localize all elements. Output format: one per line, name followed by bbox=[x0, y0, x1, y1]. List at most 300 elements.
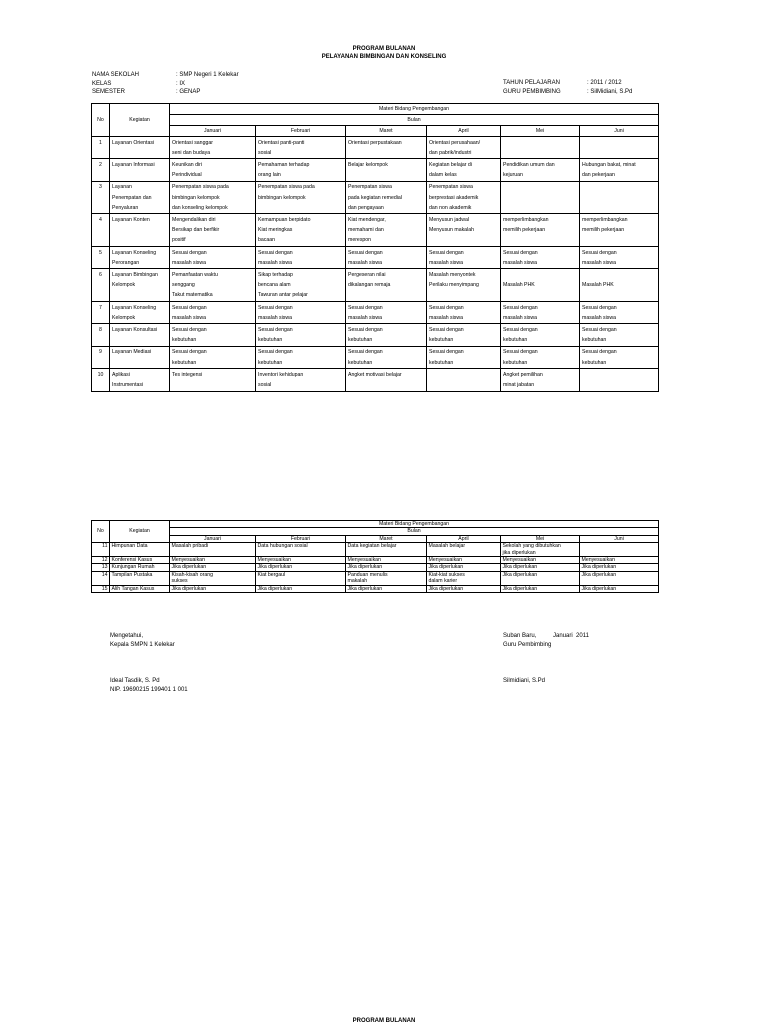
approval-block bbox=[110, 632, 188, 694]
header-month: Januari bbox=[170, 535, 256, 542]
approval-label: Mengetahui, bbox=[110, 633, 144, 639]
month-cell bbox=[346, 302, 427, 324]
cell-line: kebutuhan bbox=[258, 337, 283, 344]
month-cell bbox=[580, 214, 659, 247]
cell-line: dan pekerjaan bbox=[582, 172, 615, 179]
month-cell bbox=[501, 181, 580, 214]
cell-line: bacaan bbox=[258, 237, 276, 244]
month-cell bbox=[501, 214, 580, 247]
cell-line: berprestasi akademik bbox=[429, 194, 479, 201]
cell-line: Sesuai dengan bbox=[503, 249, 538, 256]
cell-line: Kiat bergaul bbox=[257, 571, 286, 578]
row-activity bbox=[110, 181, 170, 214]
semester-label: SEMESTER bbox=[92, 89, 126, 95]
month-cell bbox=[346, 543, 427, 557]
counselor-title: Guru Pembimbing bbox=[503, 641, 552, 648]
cell-line: memperlimbangkan bbox=[503, 216, 549, 223]
month-cell bbox=[256, 369, 346, 391]
document-title: PROGRAM BULANAN bbox=[352, 46, 416, 52]
month-cell bbox=[580, 585, 659, 592]
table-row bbox=[92, 557, 659, 564]
month-cell bbox=[346, 137, 427, 159]
header-month: Mei bbox=[501, 126, 580, 137]
month-cell bbox=[256, 346, 346, 368]
header-month: Februari bbox=[256, 126, 346, 137]
month-cell bbox=[256, 137, 346, 159]
month-cell bbox=[256, 302, 346, 324]
month-cell bbox=[580, 543, 659, 557]
year-value: : 2011 / 2012 bbox=[587, 80, 622, 86]
cell-line: positif bbox=[172, 237, 186, 244]
month-cell bbox=[170, 557, 256, 564]
cell-line: kebutuhan bbox=[582, 359, 607, 366]
cell-line: masalah siswa bbox=[348, 259, 383, 266]
table-row bbox=[92, 302, 659, 324]
cell-line: Keunikan diri bbox=[172, 161, 202, 168]
activity-line: Kunjungan Rumah bbox=[111, 564, 155, 571]
month-cell bbox=[170, 214, 256, 247]
cell-line: Kemampuan berpidato bbox=[258, 216, 311, 223]
cell-line: Jika diperlukan bbox=[171, 585, 207, 592]
cell-line: Jika diperlukan bbox=[428, 564, 464, 571]
cell-line: dalam karier bbox=[428, 578, 458, 585]
cell-line: Mengendalikan diri bbox=[172, 216, 216, 223]
month-cell bbox=[170, 346, 256, 368]
month-cell bbox=[501, 564, 580, 571]
month-cell bbox=[427, 543, 501, 557]
cell-line: Sesuai dengan bbox=[503, 304, 538, 311]
month-cell bbox=[427, 247, 501, 269]
activity-line: Himpunan Data bbox=[111, 543, 148, 550]
row-activity bbox=[110, 159, 170, 181]
cell-line: kebutuhan bbox=[429, 359, 454, 366]
month-cell bbox=[346, 346, 427, 368]
cell-line: Masalah PHK bbox=[503, 282, 535, 289]
counselor-name: Silmidiani, S.Pd bbox=[503, 678, 546, 684]
cell-line: dan pengayaan bbox=[348, 204, 384, 211]
principal-name: Ideal Tasdik, S. Pd bbox=[110, 678, 160, 684]
header-month: April bbox=[427, 126, 501, 137]
cell-line: Menyesuaikan bbox=[171, 557, 205, 564]
row-activity bbox=[110, 137, 170, 159]
cell-line: Data hubungan sosial bbox=[257, 543, 308, 550]
month-cell bbox=[170, 571, 256, 585]
month-cell bbox=[346, 557, 427, 564]
activity-line: Layanan bbox=[112, 184, 132, 191]
cell-line: memilih pekerjaan bbox=[582, 227, 625, 234]
row-number: 2 bbox=[92, 159, 110, 181]
cell-line: Jika diperlukan bbox=[257, 585, 293, 592]
month-cell bbox=[170, 137, 256, 159]
cell-line: kebutuhan bbox=[172, 359, 197, 366]
month-cell bbox=[427, 564, 501, 571]
cell-line: kebutuhan bbox=[503, 337, 528, 344]
month-cell bbox=[501, 159, 580, 181]
month-cell bbox=[427, 346, 501, 368]
month-cell bbox=[427, 269, 501, 302]
month-cell bbox=[256, 159, 346, 181]
cell-line: dalam kelas bbox=[429, 172, 457, 179]
cell-line: Jika diperlukan bbox=[502, 564, 538, 571]
month-cell bbox=[256, 214, 346, 247]
activity-line: Layanan Konseling bbox=[112, 249, 157, 256]
cell-line: Orientasi perpustakaan bbox=[348, 139, 402, 146]
month-cell bbox=[501, 137, 580, 159]
cell-line: Masalah belajar bbox=[428, 543, 466, 550]
cell-line: pada kegiatan remedial bbox=[348, 194, 402, 201]
row-activity bbox=[110, 247, 170, 269]
document-subtitle: PELAYANAN BIMBINGAN DAN KONSELING bbox=[321, 54, 447, 60]
cell-line: Sesuai dengan bbox=[348, 326, 383, 333]
table-row bbox=[92, 269, 659, 302]
cell-line: sosial bbox=[258, 149, 272, 156]
cell-line: memilih pekerjaan bbox=[503, 227, 546, 234]
cell-line: Sesuai dengan bbox=[258, 249, 293, 256]
cell-line: Orientasi perusahaan/ bbox=[429, 139, 481, 146]
cell-line: Sesuai dengan bbox=[258, 349, 293, 356]
cell-line: Sesuai dengan bbox=[348, 304, 383, 311]
row-number: 9 bbox=[92, 346, 110, 368]
cell-line: Sesuai dengan bbox=[258, 326, 293, 333]
month-cell bbox=[256, 564, 346, 571]
cell-line: Angket pemilihan bbox=[503, 371, 543, 378]
cell-line: dan konseling kelompok bbox=[172, 204, 228, 211]
cell-line: masalah siswa bbox=[503, 314, 538, 321]
month-cell bbox=[580, 346, 659, 368]
school-label: NAMA SEKOLAH bbox=[92, 72, 140, 78]
activity-line: Tampilan Pustaka bbox=[111, 571, 153, 578]
cell-line: Pemahaman terhadap bbox=[258, 161, 310, 168]
row-activity bbox=[110, 324, 170, 346]
cell-line: Sesuai dengan bbox=[172, 326, 207, 333]
cell-line: Sesuai dengan bbox=[429, 304, 464, 311]
month-cell bbox=[346, 159, 427, 181]
cell-line: Tes integensi bbox=[172, 371, 203, 378]
month-cell bbox=[170, 247, 256, 269]
cell-line: Masalah menyontek bbox=[429, 271, 476, 278]
month-cell bbox=[501, 571, 580, 585]
cell-line: Menyesuaikan bbox=[347, 557, 381, 564]
cell-line: Kiat meringkas bbox=[258, 227, 293, 234]
table-row bbox=[92, 571, 659, 585]
row-number: 15 bbox=[92, 585, 110, 592]
cell-line: kebutuhan bbox=[582, 337, 607, 344]
table2-header-row bbox=[92, 521, 659, 528]
support-activities-table bbox=[91, 520, 659, 593]
cell-line: Sesuai dengan bbox=[429, 349, 464, 356]
activity-line: Kelompok bbox=[112, 282, 136, 289]
cell-line: dikalangan remaja bbox=[348, 282, 391, 289]
activity-line: Kelompok bbox=[112, 314, 136, 321]
year-info bbox=[503, 79, 632, 96]
header-month: Maret bbox=[346, 126, 427, 137]
header-month: Juni bbox=[580, 126, 659, 137]
month-cell bbox=[501, 269, 580, 302]
year-label: TAHUN PELAJARAN bbox=[503, 80, 560, 86]
month-cell bbox=[170, 543, 256, 557]
cell-line: masalah siswa bbox=[503, 259, 538, 266]
cell-line: Sesuai dengan bbox=[582, 304, 617, 311]
month-cell bbox=[427, 302, 501, 324]
cell-line: Menyusun jadwal bbox=[429, 216, 470, 223]
month-cell bbox=[580, 181, 659, 214]
cell-line: Sesuai dengan bbox=[172, 249, 207, 256]
table1-header-row bbox=[92, 104, 659, 115]
activity-line: Aplikasi bbox=[112, 371, 130, 378]
month-cell bbox=[427, 214, 501, 247]
row-activity bbox=[110, 564, 170, 571]
cell-line: Sesuai dengan bbox=[348, 249, 383, 256]
cell-line: Takut matematika bbox=[172, 292, 213, 299]
row-activity bbox=[110, 557, 170, 564]
cell-line: bimbingan kelompok bbox=[258, 194, 306, 201]
row-number: 10 bbox=[92, 369, 110, 391]
cell-line: Sesuai dengan bbox=[503, 326, 538, 333]
cell-line: memperlimbangkan bbox=[582, 216, 628, 223]
cell-line: Panduan menulis bbox=[347, 571, 388, 578]
cell-line: Hubungan bakat, minat bbox=[582, 161, 636, 168]
activity-line: Instrumentasi bbox=[112, 381, 144, 388]
activity-line: Layanan Konsultasi bbox=[112, 326, 158, 333]
place-date: Suban Baru, Januari 2011 bbox=[503, 633, 589, 639]
cell-line: Sesuai dengan bbox=[258, 304, 293, 311]
cell-line: Masalah pribadi bbox=[171, 543, 209, 550]
cell-line: Pendidikan umum dan bbox=[503, 161, 555, 168]
cell-line: Sesuai dengan bbox=[582, 326, 617, 333]
cell-line: Penempatan siswa pada bbox=[172, 184, 229, 191]
month-cell bbox=[346, 369, 427, 391]
table-row bbox=[92, 214, 659, 247]
header-kegiatan: Kegiatan bbox=[110, 104, 170, 137]
month-cell bbox=[170, 302, 256, 324]
cell-line: kebutuhan bbox=[429, 337, 454, 344]
cell-line: Jika diperlukan bbox=[502, 585, 538, 592]
row-number: 6 bbox=[92, 269, 110, 302]
table-row bbox=[92, 585, 659, 592]
row-activity bbox=[110, 369, 170, 391]
month-cell bbox=[170, 181, 256, 214]
cell-line: kebutuhan bbox=[258, 359, 283, 366]
cell-line: masalah siswa bbox=[348, 314, 383, 321]
month-cell bbox=[346, 564, 427, 571]
cell-line: Sesuai dengan bbox=[582, 349, 617, 356]
table2-bulan-row bbox=[92, 528, 659, 535]
row-activity bbox=[110, 571, 170, 585]
header-month: Maret bbox=[346, 535, 427, 542]
cell-line: kebutuhan bbox=[348, 359, 373, 366]
table-row bbox=[92, 369, 659, 391]
month-cell bbox=[170, 564, 256, 571]
activity-line: Layanan Konten bbox=[112, 216, 150, 223]
month-cell bbox=[501, 324, 580, 346]
table-row bbox=[92, 137, 659, 159]
month-cell bbox=[170, 269, 256, 302]
row-number: 11 bbox=[92, 543, 110, 557]
cell-line: kejuruan bbox=[503, 172, 523, 179]
activity-line: Layanan Konseling bbox=[112, 304, 157, 311]
month-cell bbox=[256, 585, 346, 592]
cell-line: Bersikap dan berfikir bbox=[172, 227, 220, 234]
principal-nip: NIP. 19690215 199401 1 001 bbox=[110, 686, 188, 693]
row-activity bbox=[110, 346, 170, 368]
semester-value: : GENAP bbox=[176, 89, 201, 95]
month-cell bbox=[427, 369, 501, 391]
monthly-program-table bbox=[91, 103, 659, 392]
cell-line: Jika diperlukan bbox=[347, 585, 383, 592]
month-cell bbox=[501, 557, 580, 564]
activity-line: Layanan Mediasi bbox=[112, 349, 152, 356]
row-number: 13 bbox=[92, 564, 110, 571]
cell-line: jika diperlukan bbox=[502, 549, 536, 556]
cell-line: Kegiatan belajar di bbox=[429, 161, 472, 168]
cell-line: Sesuai dengan bbox=[582, 249, 617, 256]
cell-line: masalah siswa bbox=[429, 259, 464, 266]
row-activity bbox=[110, 585, 170, 592]
cell-line: Masalah PHK bbox=[582, 282, 614, 289]
month-cell bbox=[346, 324, 427, 346]
counselor-signature-block bbox=[503, 632, 589, 686]
cell-line: orang lain bbox=[258, 172, 281, 179]
row-number: 14 bbox=[92, 571, 110, 585]
cell-line: masalah siswa bbox=[258, 259, 293, 266]
month-cell bbox=[580, 557, 659, 564]
cell-line: Pergeseran nilai bbox=[348, 271, 386, 278]
cell-line: Jika diperlukan bbox=[581, 585, 617, 592]
month-cell bbox=[501, 585, 580, 592]
month-cell bbox=[346, 269, 427, 302]
month-cell bbox=[256, 324, 346, 346]
cell-line: Menyesuaikan bbox=[257, 557, 291, 564]
activity-line: Perorangan bbox=[112, 259, 140, 266]
cell-line: Data kegiatan belajar bbox=[347, 543, 397, 550]
table-row bbox=[92, 543, 659, 557]
cell-line: Orientasi sanggar bbox=[172, 139, 213, 146]
table1-months-row bbox=[92, 126, 659, 137]
cell-line: Perindividual bbox=[172, 172, 202, 179]
month-cell bbox=[580, 137, 659, 159]
class-label: KELAS bbox=[92, 80, 112, 87]
cell-line: Jika diperlukan bbox=[502, 571, 538, 578]
month-cell bbox=[501, 302, 580, 324]
month-cell bbox=[170, 369, 256, 391]
next-page-title: PROGRAM BULANAN bbox=[352, 1018, 416, 1024]
row-number: 4 bbox=[92, 214, 110, 247]
cell-line: Sikap terhadap bbox=[258, 271, 293, 278]
cell-line: Perilaku menyimpang bbox=[429, 282, 479, 289]
month-cell bbox=[256, 247, 346, 269]
month-cell bbox=[501, 369, 580, 391]
cell-line: Orientasi panti-panti bbox=[258, 139, 305, 146]
cell-line: kebutuhan bbox=[503, 359, 528, 366]
cell-line: memahami dan bbox=[348, 227, 384, 234]
cell-line: dan non akademik bbox=[429, 204, 472, 211]
month-cell bbox=[170, 159, 256, 181]
month-cell bbox=[427, 137, 501, 159]
header-month: April bbox=[427, 535, 501, 542]
cell-line: Menyusun makalah bbox=[429, 227, 474, 234]
cell-line: makalah bbox=[347, 578, 368, 585]
teacher-label: GURU PEMBIMBING bbox=[503, 88, 561, 95]
month-cell bbox=[346, 247, 427, 269]
cell-line: kebutuhan bbox=[172, 337, 197, 344]
header-month: Juni bbox=[580, 535, 659, 542]
row-number: 12 bbox=[92, 557, 110, 564]
month-cell bbox=[170, 585, 256, 592]
cell-line: Kisah-kisah orang bbox=[171, 571, 214, 578]
month-cell bbox=[580, 571, 659, 585]
cell-line: masalah siswa bbox=[582, 259, 617, 266]
month-cell bbox=[256, 543, 346, 557]
month-cell bbox=[427, 585, 501, 592]
cell-line: masalah siswa bbox=[258, 314, 293, 321]
header-no: No bbox=[92, 104, 110, 137]
cell-line: seni dan budaya bbox=[172, 149, 211, 156]
row-number: 7 bbox=[92, 302, 110, 324]
cell-line: Kiat-kiat sukses bbox=[428, 571, 465, 578]
school-value: : SMP Negeri 1 Kelekar bbox=[176, 72, 239, 78]
month-cell bbox=[346, 214, 427, 247]
cell-line: dan pabrik/industri bbox=[429, 149, 472, 156]
cell-line: Penempatan siswa pada bbox=[258, 184, 315, 191]
month-cell bbox=[580, 247, 659, 269]
cell-line: Belajar kelompok bbox=[348, 161, 388, 168]
cell-line: senggang bbox=[172, 282, 195, 289]
activity-line: Alih Tangan Kasus bbox=[111, 585, 155, 592]
cell-line: sosial bbox=[258, 381, 272, 388]
cell-line: Jika diperlukan bbox=[257, 564, 293, 571]
table-row bbox=[92, 324, 659, 346]
cell-line: kebutuhan bbox=[348, 337, 373, 344]
activity-line: Penempatan dan bbox=[112, 194, 152, 201]
table-row bbox=[92, 564, 659, 571]
month-cell bbox=[346, 571, 427, 585]
activity-line: Konferensi Kasus bbox=[111, 557, 153, 564]
cell-line: Sesuai dengan bbox=[503, 349, 538, 356]
month-cell bbox=[256, 571, 346, 585]
cell-line: Penempatan siswa bbox=[429, 184, 473, 191]
cell-line: Jika diperlukan bbox=[428, 585, 464, 592]
table-row bbox=[92, 346, 659, 368]
activity-line: Layanan Orientasi bbox=[112, 139, 155, 146]
cell-line: sukses bbox=[171, 578, 188, 585]
cell-line: masalah siswa bbox=[172, 314, 207, 321]
month-cell bbox=[427, 557, 501, 564]
cell-line: masalah siswa bbox=[429, 314, 464, 321]
table-row bbox=[92, 159, 659, 181]
cell-line: Angket motivasi belajar bbox=[348, 371, 402, 378]
month-cell bbox=[346, 585, 427, 592]
table-row bbox=[92, 247, 659, 269]
cell-line: merespon bbox=[348, 237, 372, 244]
header-materi: Materi Bidang Pengembangan bbox=[170, 104, 659, 115]
cell-line: Sesuai dengan bbox=[172, 349, 207, 356]
cell-line: masalah siswa bbox=[172, 259, 207, 266]
header-bulan: Bulan bbox=[170, 115, 659, 126]
month-cell bbox=[580, 159, 659, 181]
row-number: 3 bbox=[92, 181, 110, 214]
school-info bbox=[92, 71, 239, 97]
principal-title: Kepala SMPN 1 Kelekar bbox=[110, 641, 175, 648]
cell-line: Menyesuaikan bbox=[581, 557, 615, 564]
row-activity bbox=[110, 543, 170, 557]
teacher-value: : SilMidiani, S.Pd bbox=[587, 88, 633, 95]
month-cell bbox=[256, 181, 346, 214]
header-kegiatan: Kegiatan bbox=[110, 521, 170, 543]
row-activity bbox=[110, 302, 170, 324]
table2-months-row bbox=[92, 535, 659, 542]
row-number: 5 bbox=[92, 247, 110, 269]
cell-line: Sesuai dengan bbox=[172, 304, 207, 311]
